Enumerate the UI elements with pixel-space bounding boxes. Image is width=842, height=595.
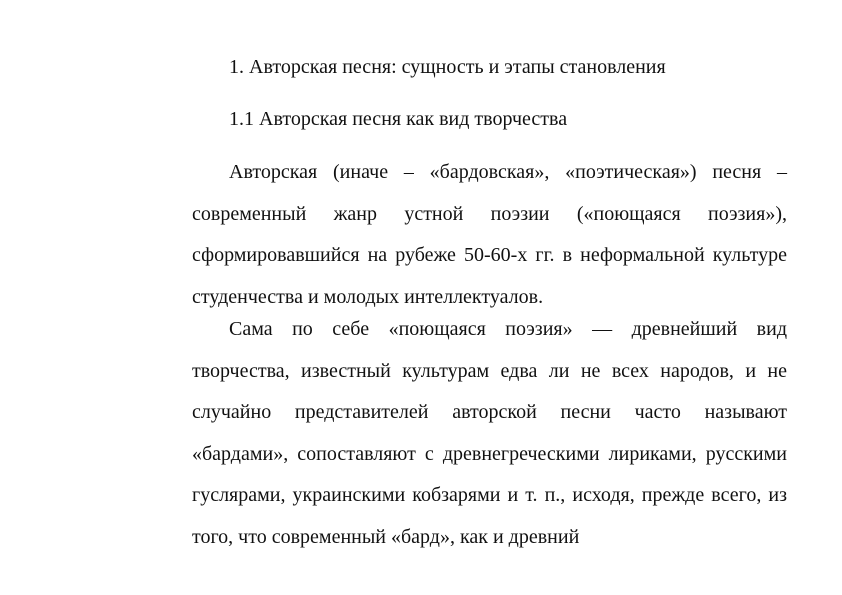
subsection-heading: 1.1 Авторская песня как вид творчества [229, 108, 568, 130]
paragraph-history: Сама по себе «поющаяся поэзия» — древнейший вид творчества, известный культурам едва ли не всех народов, и не случайно представителей авторской песни часто называют «бардами», сопоставляют с древнегреческими лириками, русскими гуслярами, украинскими кобзарями и т. п., исходя, прежде всего, из того, что современный «бард», как и древний [192, 318, 787, 548]
text-block [192, 52, 787, 558]
section-heading: 1. Авторская песня: сущность и этапы становления [229, 56, 666, 78]
paragraph-definition: Авторская (иначе – «бардовская», «поэтическая») песня – современный жанр устной поэзии («поющаяся поэзия»), сформировавшийся на рубеже 50-60-х гг. в неформальной культуре студенчества и молодых интеллектуалов. [192, 161, 787, 308]
